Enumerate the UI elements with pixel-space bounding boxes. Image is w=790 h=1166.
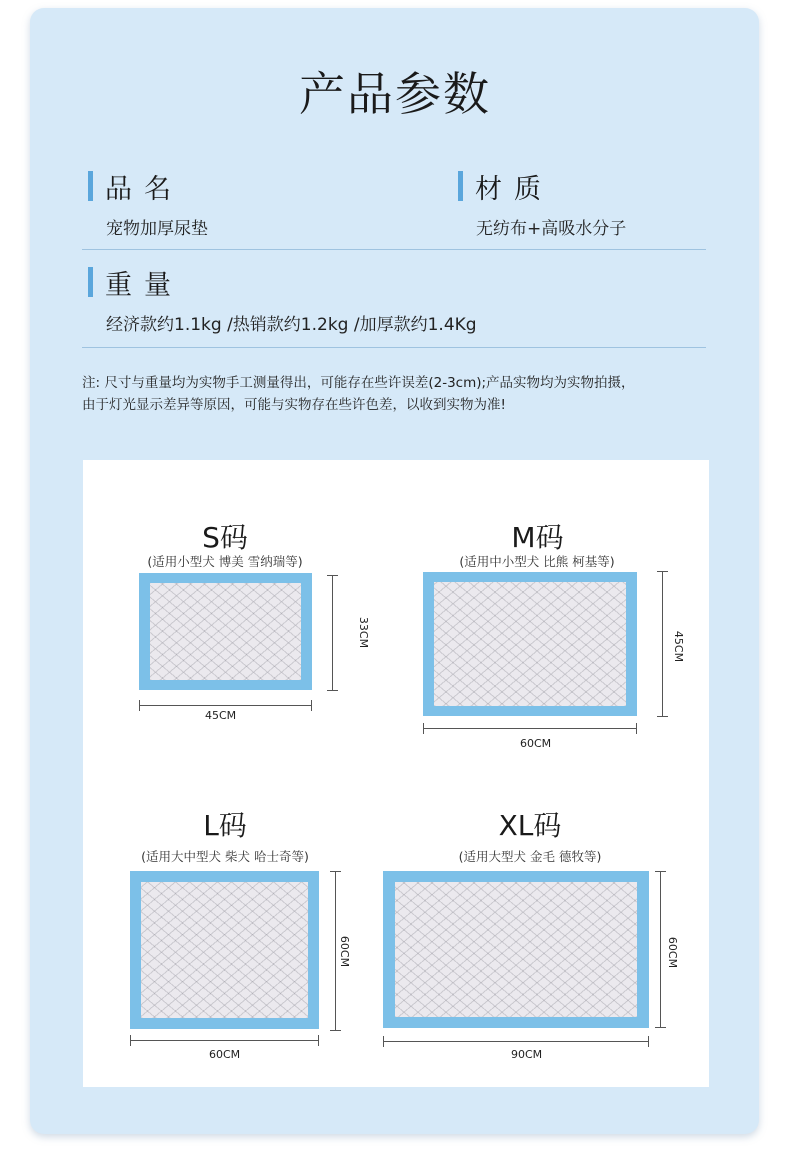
size-m-width-line [423,728,637,729]
size-m-width: 60CM [520,737,552,750]
size-l-pad [130,871,319,1029]
size-m-desc: (适用中小型犬 比熊 柯基等) [459,554,615,569]
size-xl-height: 60CM [666,936,680,969]
note-line-2: 由于灯光显示差异等原因，可能与实物存在些许色差，以收到实物为准! [82,397,506,413]
size-s-width: 45CM [205,709,237,722]
size-xl-title: XL码 [498,809,562,842]
weight-section-header [88,266,183,301]
divider [82,249,706,250]
size-xl-pad [383,871,649,1028]
material-value: 无纺布+高吸水分子 [476,219,627,239]
size-xl-height-line [660,871,661,1028]
size-l-width: 60CM [209,1048,241,1061]
name-section-header [88,170,183,205]
size-s-height: 33CM [357,616,371,649]
size-m-pad [423,572,637,716]
size-s-width-line [139,705,312,706]
weight-value: 经济款约1.1kg /热销款约1.2kg /加厚款约1.4Kg [106,315,477,335]
size-xl-width-line [383,1041,649,1042]
note [82,372,712,416]
size-xl-width: 90CM [511,1048,543,1061]
material-section-header [458,170,553,205]
size-l-desc: (适用大中型犬 柴犬 哈士奇等) [141,849,309,864]
size-l-title: L码 [203,809,247,842]
size-s-pad [139,573,312,690]
size-l-height: 60CM [338,935,352,968]
size-s-height-line [332,575,333,691]
accent-bar [88,267,93,297]
name-label: 品名 [105,173,183,205]
weight-label: 重量 [105,269,183,301]
size-xl-desc: (适用大型犬 金毛 德牧等) [458,849,602,864]
size-l-height-line [335,871,336,1031]
size-s-title: S码 [202,521,248,554]
size-m-height-line [662,571,663,717]
size-l-width-line [130,1040,319,1041]
size-m-title: M码 [511,521,564,554]
name-value: 宠物加厚尿垫 [106,219,208,239]
size-m-height: 45CM [672,630,686,663]
accent-bar [88,171,93,201]
size-s-desc: (适用小型犬 博美 雪纳瑞等) [147,554,303,569]
note-line-1: 注: 尺寸与重量均为实物手工测量得出，可能存在些许误差(2-3cm);产品实物均为实物拍摄， [82,375,635,391]
accent-bar [458,171,463,201]
page-title: 产品参数 [299,67,491,121]
divider [82,347,706,348]
material-label: 材质 [475,173,553,205]
